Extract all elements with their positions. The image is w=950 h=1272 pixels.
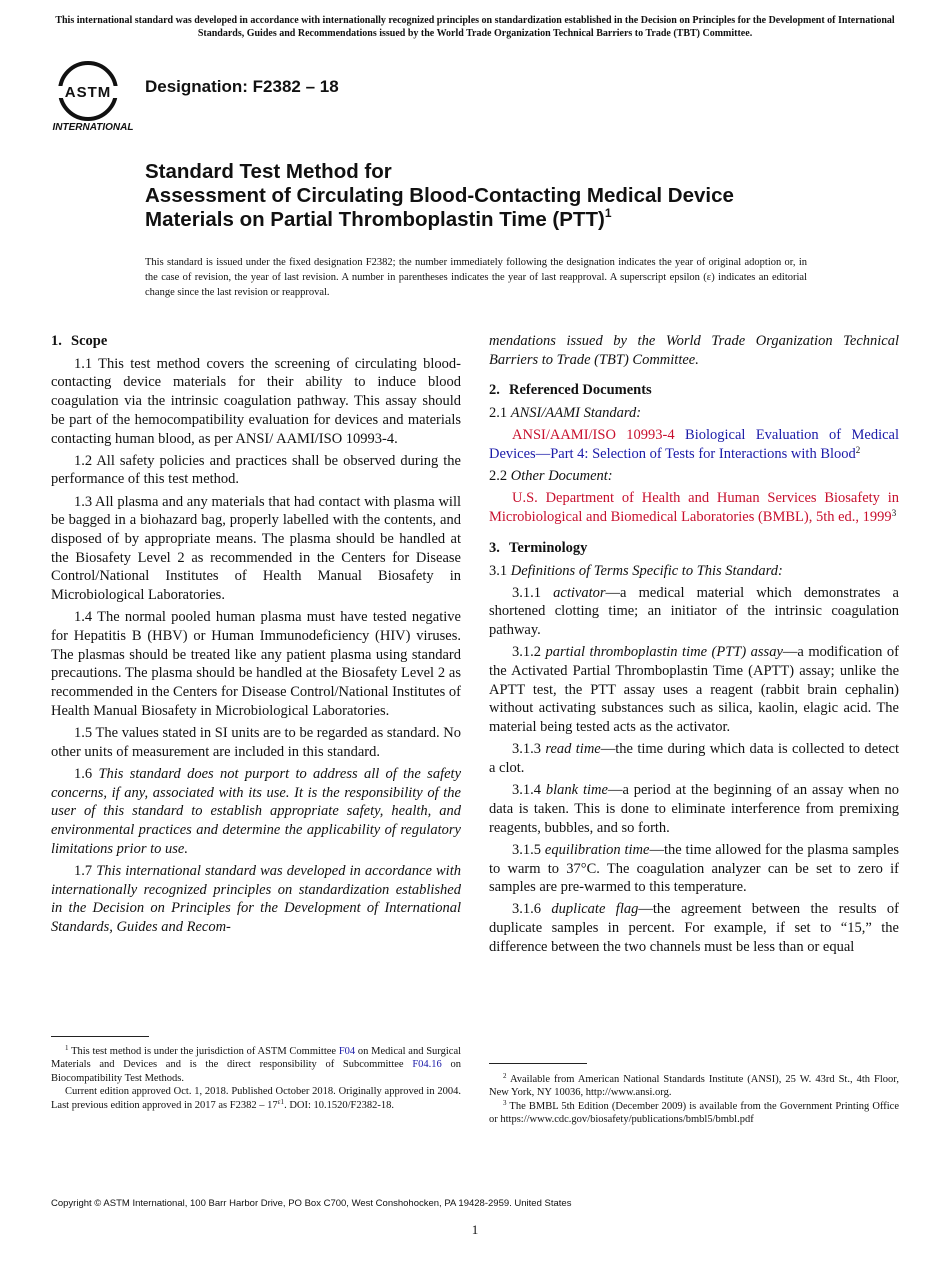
- footnote-2: $^2$ Available from American National Standards Institute (ANSI), 25 W. 43rd St., 4th Floor, New York, NY 10036, http://www.ansi.org.: [489, 1072, 899, 1099]
- scope-1-3: 1.3 All plasma and any materials that had contact with plasma will be bagged in a biohazard bag, properly labelled with the contents, and disposed of by appropriate means. The plasma should be handled at the Biosafety Level 2 as recommended in the Centers for Disease Control/National Institutes of Health Manual Biosafety in Microbiological Laboratories.: [51, 493, 461, 604]
- footnote-rule-left: [51, 1036, 149, 1037]
- link-f04[interactable]: F04: [338, 1046, 356, 1057]
- scope-1-1: 1.1 This test method covers the screening of circulating blood-contacting device materials for their ability to induce blood coagulation via the intrinsic coagulation pathway. This assay should be part of the hemocompatibility evaluation for devices and materials contacting human blood, as per ANSI/ AAMI/ISO 10993-4.: [51, 355, 461, 447]
- reference-bmbl[interactable]: U.S. Department of Health and Human Services Biosafety in Microbiological and Biomedical Laboratories (BMBL), 5th ed., 1999$^3$: [489, 490, 899, 526]
- link-f04-16[interactable]: F04.16: [412, 1059, 442, 1071]
- logo-text: ASTM: [64, 84, 112, 101]
- reference-ansi-aami[interactable]: ANSI/AAMI/ISO 10993-4 Biological Evaluation of Medical Devices—Part 4: Selection of Tests for Interactions with Blood$^2$: [489, 427, 900, 463]
- scope-1-7: 1.7 This international standard was developed in accordance with internationally recognized principles on standardization established in the Decision on Principles for the Development of International Standards, Guides and Recom-: [51, 862, 461, 936]
- term-activator: 3.1.1 activator—a medical material which demonstrates a shortened clotting time; an initiator of the intrinsic coagulation pathway.: [489, 584, 899, 639]
- document-title: [145, 160, 845, 232]
- logo-subtext: INTERNATIONAL: [52, 122, 134, 133]
- scope-1-7-continued: mendations issued by the World Trade Organization Technical Barriers to Trade (TBT) Committee.: [489, 333, 899, 368]
- footnotes-left: [51, 1045, 461, 1112]
- terminology-heading: 3. Terminology: [489, 539, 588, 556]
- issue-note: This standard is issued under the fixed designation F2382; the number immediately following the designation indicates the year of original adoption or, in the case of revision, the year of last revision. A number in parentheses indicates the year of last reapproval. A superscript epsilon (ε) indicates an editorial change since the last revision or reapproval.: [145, 257, 807, 298]
- footnote-3: $^3$ The BMBL 5th Edition (December 2009) is available from the Government Printing Office or https://www.cdc.gov/biosafety/publications/bmbl5/bmbl.pdf: [489, 1098, 899, 1126]
- footnote-edition: Current edition approved Oct. 1, 2018. Published October 2018. Originally approved in 2004. Last previous edition approved in 2017 as $F2382 - 17^{\varepsilon 1}$. DOI: 10.1520/F2382-18.: [51, 1086, 461, 1111]
- term-read-time: 3.1.3 read time—the time during which data is collected to detect a clot.: [489, 741, 899, 777]
- scope-1-6: 1.6 This standard does not purport to address all of the safety concerns, if any, associated with its use. It is the responsibility of the user of this standard to establish appropriate safety, health, and environmental practices and determine the applicability of regulatory limitations prior to use.: [51, 765, 462, 857]
- title-line-3: Materials on Partial Thromboplastin Time (PTT)$^1$: [145, 206, 612, 231]
- left-column: [51, 332, 461, 940]
- footnote-rule-right: [489, 1063, 587, 1064]
- referenced-2-1: 2.1 ANSI/AAMI Standard:: [489, 405, 642, 422]
- right-column: [489, 332, 899, 960]
- term-blank-time: 3.1.4 blank time—a period at the beginning of an assay when no data is taken. This is done to eliminate interference from premixing reagents, bubbles, and so forth.: [489, 782, 900, 836]
- designation: Designation: F2382 – 18: [145, 77, 339, 96]
- title-line-2: Assessment of Circulating Blood-Contacting Medical Device: [145, 184, 734, 207]
- title-line-1: Standard Test Method for: [145, 160, 392, 183]
- top-notice: This international standard was developed in accordance with internationally recognized principles on standardization established in the Decision on Principles for the Development of International Standards, Guides and Recommendations issued by the World Trade Organization Technical Barriers to Trade (TBT) Committee.: [55, 15, 895, 39]
- footnote-1: $^1$ This test method is under the jurisdiction of ASTM Committee F04 on Medical and Surgical Materials and Devices and is the direct responsibility of Subcommittee F04.16 on Biocompatibility Test Methods.: [51, 1044, 462, 1084]
- scope-1-5: 1.5 The values stated in SI units are to be regarded as standard. No other units of measurement are included in this standard.: [51, 725, 461, 760]
- referenced-2-2: 2.2 Other Document:: [489, 468, 613, 485]
- scope-heading: 1. Scope: [51, 333, 108, 349]
- referenced-documents-heading: 2. Referenced Documents: [489, 382, 652, 399]
- astm-logo: [50, 56, 136, 134]
- term-duplicate-flag: 3.1.6 duplicate flag—the agreement between the results of duplicate samples in percent. For example, if set to “15,” the difference between the two channels must be less than or equal: [489, 901, 899, 955]
- title-footnote-mark: 1: [604, 206, 612, 220]
- term-ptt-assay: 3.1.2 partial thromboplastin time (PTT) assay—a modification of the Activated Partial Thromboplastin Time (APTT) assay; unlike the APTT test, the PTT assay uses a reagent (rabbit brain cephalin) without activating substances such as silica, kaolin, elagic acid. The material being tested acts as the activator.: [489, 644, 899, 736]
- scope-1-4: 1.4 The normal pooled human plasma must have tested negative for Hepatitis B (HBV) or Human Immunodeficiency (HIV) viruses. The plasmas should be treated like any patient plasma using standard precautions. The plasma should be handled at the Biosafety Level 2 as recommended in the Centers for Disease Control/National Institutes of Health Manual Biosafety in Microbiological Laboratories.: [51, 609, 461, 719]
- scope-1-2: 1.2 All safety policies and practices shall be observed during the performance of this test method.: [51, 452, 461, 488]
- term-equilibration-time: 3.1.5 equilibration time—the time allowed for the plasma samples to warm to 37°C. The coagulation analyzer can be set to zero if samples are pre-warmed to this temperature.: [489, 841, 900, 896]
- footnotes-right: [489, 1073, 899, 1127]
- copyright-line: Copyright © ASTM International, 100 Barr Harbor Drive, PO Box C700, West Conshohocken, PA 19428-2959. United States: [51, 1198, 572, 1209]
- terminology-3-1: 3.1 Definitions of Terms Specific to This Standard:: [489, 562, 783, 579]
- page-number: 1: [471, 1222, 479, 1237]
